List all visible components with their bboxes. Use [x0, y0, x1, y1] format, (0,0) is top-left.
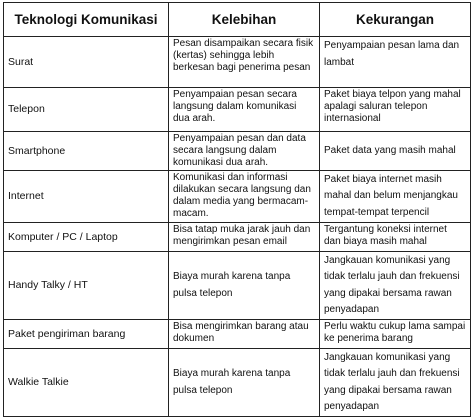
- advantages-cell: Penyampaian pesan dan data secara langsung dalam komunikasi dua arah.: [169, 132, 320, 171]
- header-advantages: Kelebihan: [169, 3, 320, 37]
- table-row: [4, 348, 471, 416]
- table-row: [4, 88, 471, 132]
- disadvantages-cell: Jangkauan komunikasi yang tidak terlalu jauh dan frekuensi yang dipakai bersama rawan penyadapan: [320, 251, 471, 319]
- advantages-cell: Bisa mengirimkan barang atau dokumen: [169, 319, 320, 348]
- disadvantages-cell: Paket data yang masih mahal: [320, 132, 471, 171]
- technology-cell: Telepon: [4, 88, 169, 132]
- table-row: [4, 37, 471, 88]
- advantages-cell: Bisa tatap muka jarak jauh dan mengirimkan pesan email: [169, 222, 320, 251]
- header-disadvantages: Kekurangan: [320, 3, 471, 37]
- disadvantages-cell: Paket biaya telpon yang mahal apalagi saluran telepon internasional: [320, 88, 471, 132]
- technology-cell: Walkie Talkie: [4, 348, 169, 416]
- disadvantages-cell: Penyampaian pesan lama dan lambat: [320, 37, 471, 88]
- communication-technology-table: [3, 2, 471, 417]
- advantages-cell: Komunikasi dan informasi dilakukan secara langsung dan dalam media yang bermacam-macam.: [169, 170, 320, 222]
- table-row: [4, 170, 471, 222]
- advantages-cell: Biaya murah karena tanpa pulsa telepon: [169, 251, 320, 319]
- disadvantages-cell: Paket biaya internet masih mahal dan belum menjangkau tempat-tempat terpencil: [320, 170, 471, 222]
- technology-cell: Komputer / PC / Laptop: [4, 222, 169, 251]
- advantages-cell: Biaya murah karena tanpa pulsa telepon: [169, 348, 320, 416]
- advantages-cell: Penyampaian pesan secara langsung dalam komunikasi dua arah.: [169, 88, 320, 132]
- table-header-row: [4, 3, 471, 37]
- disadvantages-cell: Tergantung koneksi internet dan biaya masih mahal: [320, 222, 471, 251]
- technology-cell: Surat: [4, 37, 169, 88]
- disadvantages-cell: Jangkauan komunikasi yang tidak terlalu jauh dan frekuensi yang dipakai bersama rawan penyadapan: [320, 348, 471, 416]
- technology-cell: Internet: [4, 170, 169, 222]
- table-row: [4, 251, 471, 319]
- table-row: [4, 319, 471, 348]
- advantages-cell: Pesan disampaikan secara fisik (kertas) sehingga lebih berkesan bagi penerima pesan: [169, 37, 320, 88]
- header-technology: Teknologi Komunikasi: [4, 3, 169, 37]
- disadvantages-cell: Perlu waktu cukup lama sampai ke penerima barang: [320, 319, 471, 348]
- table-row: [4, 222, 471, 251]
- technology-cell: Smartphone: [4, 132, 169, 171]
- table-row: [4, 132, 471, 171]
- technology-cell: Handy Talky / HT: [4, 251, 169, 319]
- technology-cell: Paket pengiriman barang: [4, 319, 169, 348]
